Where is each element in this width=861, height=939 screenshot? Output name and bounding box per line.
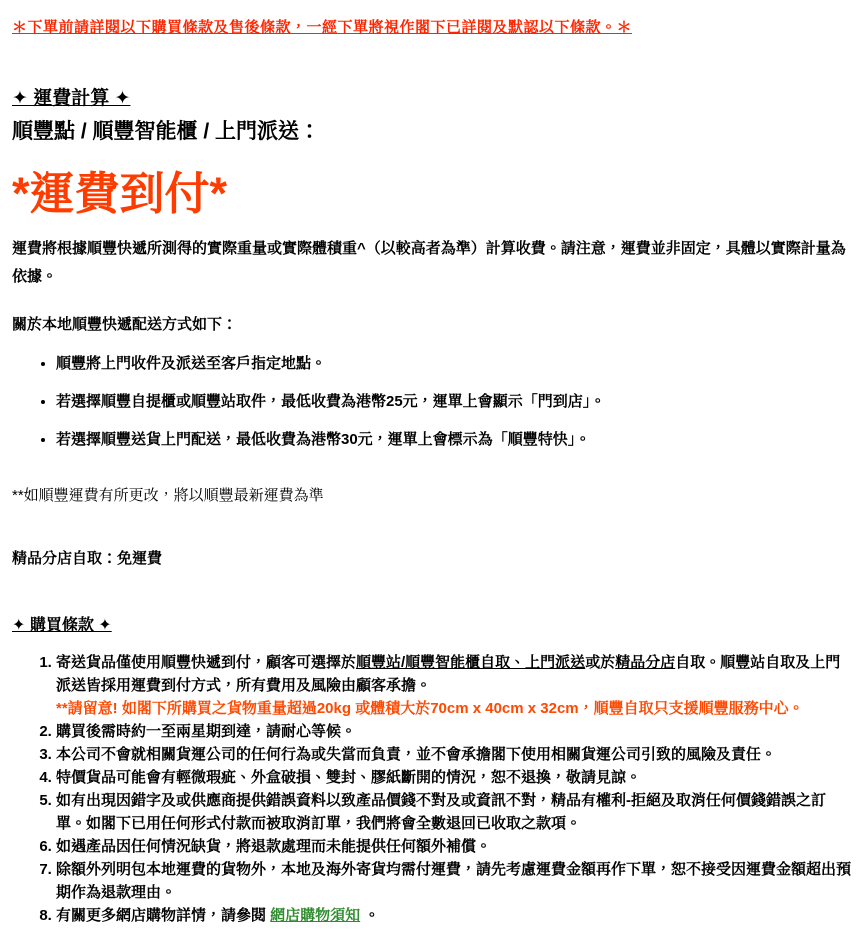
term-1-underline-pickup-options: 順豐站/順豐智能櫃自取、上門派送 [356,653,586,671]
shipping-methods-subheading: 順豐點 / 順豐智能櫃 / 上門派送： [12,120,321,143]
term-2-text: 購買後需時約一至兩星期到達，請耐心等候。 [56,722,357,740]
shipping-intro-paragraph: 運費將根據順豐快遞所測得的實際重量或實際體積重^（以較高者為準）計算收費。請注意，運費並非固定，具體以實際計量為依據。 [12,239,846,285]
term-item-4 [56,766,851,789]
purchase-terms-heading: ✦ 購買條款 ✦ [12,616,112,634]
delivery-method-item: • 若選擇順豐送貨上門配送，最低收費為港幣30元，運單上會標示為「順豐特快」。 [56,430,851,450]
freight-collect-title: *運費到付* [12,168,228,219]
term-3-text: 本公司不會就相關貨運公司的任何行為或失當而負責，並不會承擔閣下使用相關貨運公司引致的風險及責任。 [56,745,777,763]
term-5-text: 如有出現因錯字及或供應商提供錯誤資料以致產品價錢不對及或資訊不對，精品有權利-拒絕及取消任何價錢錯誤之訂單。如閣下已用任何形式付款而被取消訂單，我們將會全數退回已收取之款項。 [56,791,827,832]
freight-change-note: **如順豐運費有所更改，將以順豐最新運費為準 [12,486,324,504]
online-shopping-guide-link[interactable]: 網店購物須知 [270,906,361,924]
delivery-method-item: • 若選擇順豐自提櫃或順豐站取件，最低收費為港幣25元，運單上會顯示「門到店」。 [56,392,851,412]
term-4-text: 特價貨品可能會有輕微瑕疵、外盒破損、雙封、膠紙斷開的情況，恕不退換，敬請見諒。 [56,768,642,786]
shipping-section-heading: ✦ 運費計算 ✦ [12,88,131,109]
delivery-methods-label: 關於本地順豐快遞配送方式如下： [12,315,238,333]
term-1-text: 或於 [585,653,616,671]
term-8-text: 有關更多網店購物詳情，請參閱 [56,906,271,924]
delivery-method-item: • 順豐將上門收件及派送至客戶指定地點。 [56,354,851,374]
term-item-5 [56,789,851,835]
term-1-underline-boutique: 精品分店 [615,653,676,671]
term-item-3 [56,743,851,766]
term-7-text: 除額外列明包本地運費的貨物外，本地及海外寄貨均需付運費，請先考慮運費金額再作下單，恕不接受因運費金額超出預期作為退款理由。 [56,860,852,901]
purchase-terms-list [12,651,851,927]
term-item-7 [56,858,851,904]
term-1-text: 自取。順豐站自取及上門派送皆採用運費到付方式，所有費用及風險由顧客承擔。 [56,653,841,694]
term-item-6 [56,835,851,858]
term-1-text: 寄送貨品僅使用順豐快遞到付，顧客可選擇於 [56,653,357,671]
term-6-text: 如遇產品因任何情況缺貨，將退款處理而未能提供任何額外補償。 [56,837,492,855]
term-item-1 [56,651,851,720]
term-item-8 [56,904,851,927]
term-item-2 [56,720,851,743]
top-notice: ＊下單前請詳閱以下購買條款及售後條款，一經下單將視作閣下已詳閱及默認以下條款。＊ [12,19,633,36]
term-1-size-weight-warning: **請留意! 如閣下所購買之貨物重量超過20kg 或體積大於70cm x 40cm x 32cm，順豐自取只支援順豐服務中心。 [56,699,804,717]
store-pickup-free-label: 精品分店自取：免運費 [12,549,163,567]
term-8-text: 。 [360,906,380,924]
delivery-methods-list [12,354,851,450]
